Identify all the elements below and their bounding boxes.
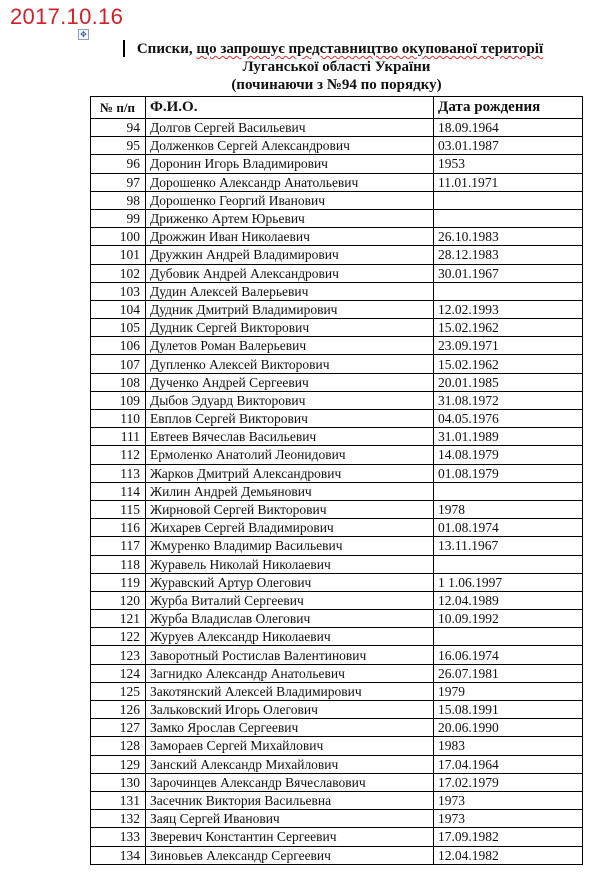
row-number: 108 [91,373,146,391]
row-birthdate: 1 1.06.1997 [434,573,583,591]
row-number: 119 [91,573,146,591]
document-title-line-2: Луганської області України [242,59,431,75]
table-row [91,209,583,227]
row-birthdate: 26.10.1983 [434,228,583,246]
row-birthdate: 26.07.1981 [434,664,583,682]
row-birthdate: 1973 [434,810,583,828]
table-row [91,773,583,791]
row-name: Занский Александр Михайлович [146,755,434,773]
row-birthdate [434,191,583,209]
row-birthdate: 10.09.1992 [434,610,583,628]
row-birthdate: 30.01.1967 [434,264,583,282]
row-number: 96 [91,155,146,173]
row-name: Жихарев Сергей Владимирович [146,519,434,537]
table-row [91,701,583,719]
row-name: Дулетов Роман Валерьевич [146,337,434,355]
row-number: 125 [91,682,146,700]
row-number: 118 [91,555,146,573]
row-number: 123 [91,646,146,664]
table-row [91,846,583,864]
table-row [91,828,583,846]
row-name: Долгов Сергей Васильевич [146,119,434,137]
row-birthdate [434,555,583,573]
row-birthdate: 01.08.1974 [434,519,583,537]
row-name: Доронин Игорь Владимирович [146,155,434,173]
table-row [91,664,583,682]
row-number: 114 [91,482,146,500]
header-birthdate: Дата рождения [434,97,583,119]
row-name: Журуев Александр Николаевич [146,628,434,646]
row-name: Жмуренко Владимир Васильевич [146,537,434,555]
row-number: 105 [91,319,146,337]
row-number: 101 [91,246,146,264]
table-row [91,610,583,628]
row-name: Дупленко Алексей Викторович [146,355,434,373]
table-row [91,410,583,428]
row-name: Зальковский Игорь Олегович [146,701,434,719]
row-birthdate: 15.02.1962 [434,355,583,373]
table-header-row [91,97,583,119]
table-row [91,500,583,518]
row-name: Жирновой Сергей Викторович [146,500,434,518]
table-row [91,119,583,137]
table-row [91,373,583,391]
row-name: Жилин Андрей Демьянович [146,482,434,500]
table-row [91,300,583,318]
document-title-line-3: (починаючи з №94 по порядку) [231,77,442,93]
row-name: Дорошенко Георгий Иванович [146,191,434,209]
row-birthdate: 28.12.1983 [434,246,583,264]
table-row [91,737,583,755]
row-birthdate: 13.11.1967 [434,537,583,555]
row-birthdate: 12.02.1993 [434,300,583,318]
table-row [91,573,583,591]
row-number: 132 [91,810,146,828]
row-number: 111 [91,428,146,446]
row-birthdate: 20.01.1985 [434,373,583,391]
row-number: 102 [91,264,146,282]
header-name: Ф.И.О. [146,97,434,119]
row-name: Зиновьев Александр Сергеевич [146,846,434,864]
row-birthdate: 03.01.1987 [434,137,583,155]
row-name: Заяц Сергей Иванович [146,810,434,828]
table-row [91,755,583,773]
row-number: 109 [91,391,146,409]
table-row [91,791,583,809]
row-birthdate: 12.04.1989 [434,591,583,609]
row-number: 128 [91,737,146,755]
table-row [91,246,583,264]
row-number: 115 [91,500,146,518]
table-body [91,119,583,865]
table-row [91,537,583,555]
row-number: 120 [91,591,146,609]
row-number: 131 [91,791,146,809]
row-name: Замораев Сергей Михайлович [146,737,434,755]
table-row [91,391,583,409]
table-row [91,228,583,246]
row-birthdate: 1983 [434,737,583,755]
table-row [91,646,583,664]
row-number: 133 [91,828,146,846]
row-number: 122 [91,628,146,646]
row-name: Зарочинцев Александр Вячеславович [146,773,434,791]
row-name: Журавель Николай Николаевич [146,555,434,573]
row-number: 134 [91,846,146,864]
row-name: Дудник Сергей Викторович [146,319,434,337]
row-birthdate: 17.02.1979 [434,773,583,791]
row-birthdate [434,282,583,300]
row-name: Дудин Алексей Валерьевич [146,282,434,300]
row-name: Дрожжин Иван Николаевич [146,228,434,246]
title-rest: що запрошує представництво окупованої території [196,41,544,57]
row-name: Дученко Андрей Сергеевич [146,373,434,391]
row-birthdate: 20.06.1990 [434,719,583,737]
row-name: Загнидко Александр Анатольевич [146,664,434,682]
row-name: Ермоленко Анатолий Леонидович [146,446,434,464]
row-number: 129 [91,755,146,773]
row-name: Журба Виталий Сергеевич [146,591,434,609]
row-birthdate: 31.01.1989 [434,428,583,446]
row-birthdate: 04.05.1976 [434,410,583,428]
row-birthdate: 1973 [434,791,583,809]
row-name: Дыбов Эдуард Викторович [146,391,434,409]
row-number: 126 [91,701,146,719]
table-move-handle-icon[interactable]: ✥ [78,29,89,40]
row-number: 99 [91,209,146,227]
row-number: 107 [91,355,146,373]
row-name: Евтеев Вячеслав Васильевич [146,428,434,446]
table-row [91,155,583,173]
row-name: Дриженко Артем Юрьевич [146,209,434,227]
table-row [91,428,583,446]
row-number: 103 [91,282,146,300]
table-row [91,173,583,191]
row-name: Долженков Сергей Александрович [146,137,434,155]
row-number: 113 [91,464,146,482]
table-row [91,191,583,209]
row-name: Засечник Виктория Васильевна [146,791,434,809]
row-birthdate: 15.02.1962 [434,319,583,337]
row-number: 130 [91,773,146,791]
table-row [91,282,583,300]
row-name: Дубовик Андрей Александрович [146,264,434,282]
row-number: 94 [91,119,146,137]
row-number: 112 [91,446,146,464]
row-name: Замко Ярослав Сергеевич [146,719,434,737]
table-row [91,719,583,737]
table-row [91,682,583,700]
persons-table [90,96,583,865]
row-birthdate: 01.08.1979 [434,464,583,482]
row-number: 116 [91,519,146,537]
row-name: Евплов Сергей Викторович [146,410,434,428]
table-row [91,591,583,609]
row-name: Зверевич Константин Сергеевич [146,828,434,846]
row-birthdate: 1979 [434,682,583,700]
row-birthdate: 31.08.1972 [434,391,583,409]
row-birthdate: 1953 [434,155,583,173]
table-row [91,464,583,482]
row-birthdate [434,482,583,500]
table-row [91,337,583,355]
table-row [91,446,583,464]
table-row [91,555,583,573]
row-birthdate [434,628,583,646]
row-number: 100 [91,228,146,246]
document-title-line-1 [100,40,580,58]
row-number: 121 [91,610,146,628]
date-stamp: 2017.10.16 [10,4,124,29]
table-row [91,628,583,646]
row-birthdate: 18.09.1964 [434,119,583,137]
row-birthdate: 11.01.1971 [434,173,583,191]
row-number: 124 [91,664,146,682]
table-row [91,319,583,337]
row-name: Закотянский Алексей Владимирович [146,682,434,700]
row-name: Жарков Дмитрий Александрович [146,464,434,482]
row-name: Дружкин Андрей Владимирович [146,246,434,264]
row-number: 104 [91,300,146,318]
table-row [91,519,583,537]
row-number: 97 [91,173,146,191]
row-number: 98 [91,191,146,209]
row-number: 127 [91,719,146,737]
table-row [91,810,583,828]
row-name: Дудник Дмитрий Владимирович [146,300,434,318]
row-number: 117 [91,537,146,555]
row-name: Журавский Артур Олегович [146,573,434,591]
row-number: 106 [91,337,146,355]
row-birthdate: 17.09.1982 [434,828,583,846]
row-birthdate: 12.04.1982 [434,846,583,864]
row-birthdate: 14.08.1979 [434,446,583,464]
table-row [91,482,583,500]
row-birthdate [434,209,583,227]
row-name: Заворотный Ростислав Валентинович [146,646,434,664]
title-prefix: Списки, [136,41,197,57]
table-row [91,264,583,282]
row-number: 95 [91,137,146,155]
row-birthdate: 15.08.1991 [434,701,583,719]
row-birthdate: 16.06.1974 [434,646,583,664]
table-row [91,355,583,373]
header-number: № п/п [91,97,146,119]
row-number: 110 [91,410,146,428]
row-birthdate: 17.04.1964 [434,755,583,773]
row-name: Журба Владислав Олегович [146,610,434,628]
row-birthdate: 1978 [434,500,583,518]
table-row [91,137,583,155]
row-name: Дорошенко Александр Анатольевич [146,173,434,191]
row-birthdate: 23.09.1971 [434,337,583,355]
